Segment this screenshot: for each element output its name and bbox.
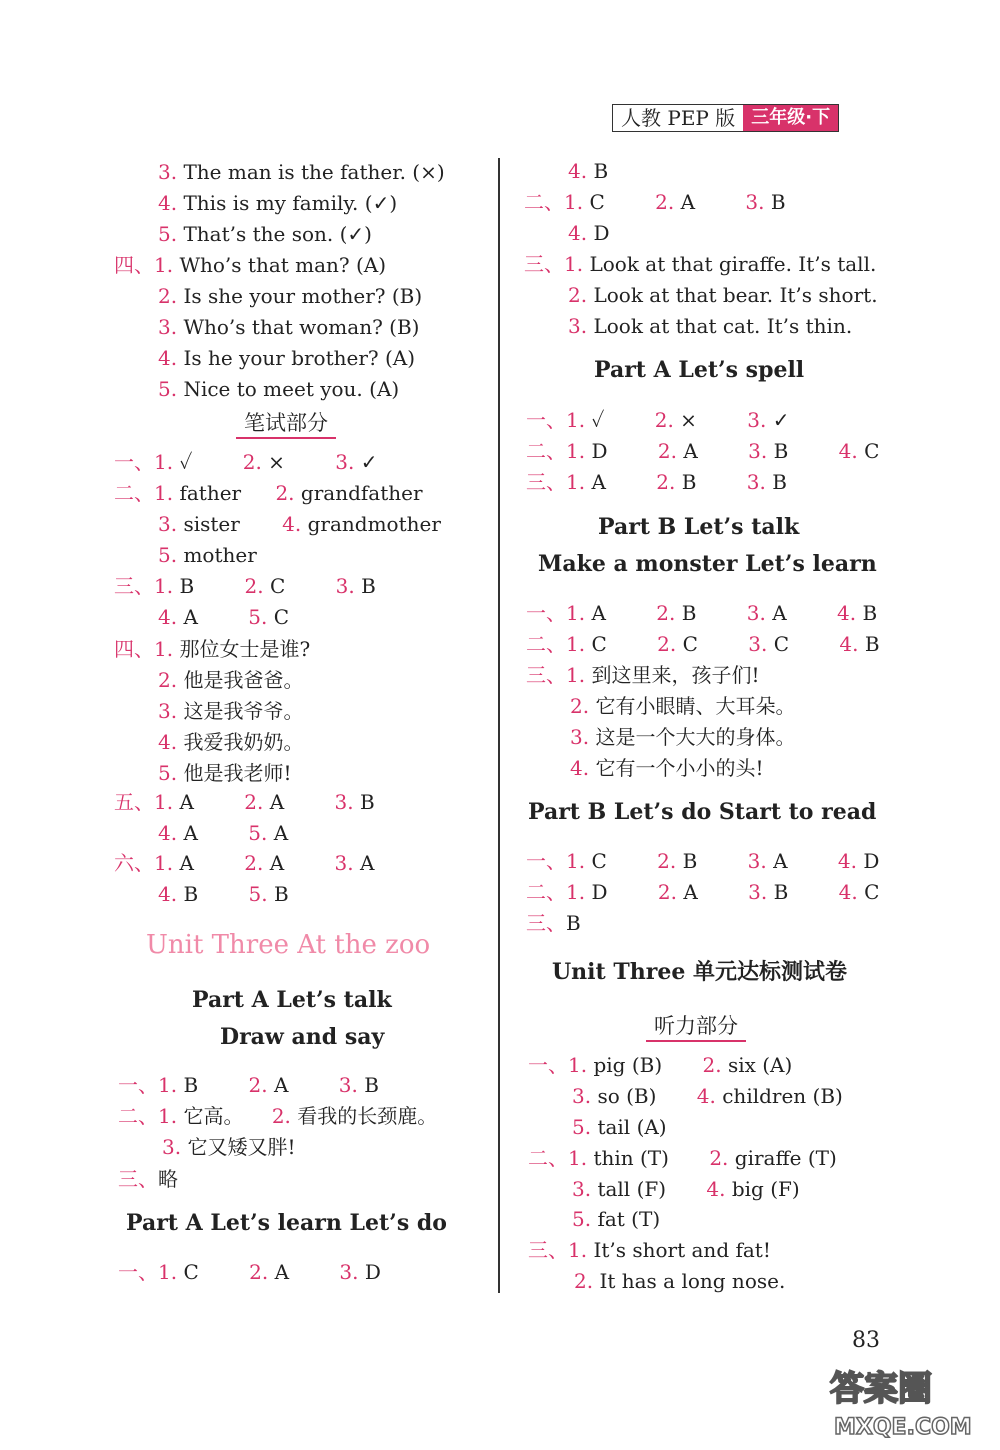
answer-line: 5. fat (T) xyxy=(572,1207,661,1231)
answer-line: 3. Look at that cat. It’s thin. xyxy=(568,314,853,338)
answer-line: 5. tail (A) xyxy=(572,1115,667,1139)
answer-line: 4. Is he your brother? (A) xyxy=(158,346,416,370)
watermark-url: MXQE.COM xyxy=(834,1415,972,1440)
answer-line: 四、1. 那位女士是谁? xyxy=(114,637,311,661)
edition-banner xyxy=(612,104,839,132)
answer-line: 2. Look at that bear. It’s short. xyxy=(568,283,878,307)
written-section-title: 笔试部分 xyxy=(236,407,336,439)
grade-label: 三年级·下 xyxy=(743,105,838,131)
answer-line: 四、1. Who’s that man? (A) xyxy=(114,253,387,277)
answer-line: 3. so (B) 4. children (B) xyxy=(572,1084,843,1108)
answer-line: 三、B xyxy=(526,911,581,935)
answer-line: 5. That’s the son. (✓) xyxy=(158,222,372,246)
unit-title: Unit Three At the zoo xyxy=(146,930,431,960)
watermark-text: 答案圈 xyxy=(830,1369,932,1409)
answer-line: 二、1. C 2. C 3. C 4. B xyxy=(526,632,880,656)
watermark-logo xyxy=(822,1362,992,1442)
answer-line: 3. tall (F) 4. big (F) xyxy=(572,1177,800,1201)
part-heading: Part A Let’s learn Let’s do xyxy=(126,1210,447,1236)
answer-line: 4. D xyxy=(568,221,610,245)
part-heading: Part B Let’s talk xyxy=(598,514,800,540)
answer-line: 2. It has a long nose. xyxy=(574,1269,786,1293)
answer-line: 三、1. It’s short and fat! xyxy=(528,1238,771,1262)
answer-line: 4. B xyxy=(568,159,609,183)
answer-line: 二、1. thin (T) 2. giraffe (T) xyxy=(528,1146,837,1170)
answer-line: 4. A 5. A xyxy=(158,821,289,845)
answer-line: 一、1. pig (B) 2. six (A) xyxy=(528,1053,793,1077)
answer-line: 3. sister 4. grandmother xyxy=(158,512,441,536)
answer-line: 一、1. ✓ 2. × 3. ✓ xyxy=(114,450,378,474)
answer-line: 4. A 5. C xyxy=(158,605,290,629)
answer-line: 5. 他是我老师! xyxy=(158,761,292,785)
answer-line: 5. mother xyxy=(158,543,257,567)
answer-line: 二、1. 它高。 2. 看我的长颈鹿。 xyxy=(118,1104,438,1128)
answer-line: 三、略 xyxy=(118,1167,178,1191)
answer-line: 4. B 5. B xyxy=(158,882,289,906)
answer-line: 3. 它又矮又胖! xyxy=(162,1135,296,1159)
answer-line: 3. The man is the father. (×) xyxy=(158,160,445,184)
answer-line: 5. Nice to meet you. (A) xyxy=(158,377,400,401)
page-number: 83 xyxy=(852,1328,880,1353)
answer-line: 一、1. C 2. B 3. A 4. D xyxy=(526,849,880,873)
part-heading: Part B Let’s do Start to read xyxy=(528,799,877,825)
answer-line: 三、1. 到这里来，孩子们! xyxy=(526,663,760,687)
part-heading: Make a monster Let’s learn xyxy=(538,551,877,577)
answer-line: 三、1. A 2. B 3. B xyxy=(526,470,787,494)
answer-line: 2. 他是我爸爸。 xyxy=(158,668,304,692)
test-heading: Unit Three 单元达标测试卷 xyxy=(552,959,847,985)
answer-line: 3. 这是一个大大的身体。 xyxy=(570,725,796,749)
answer-line: 一、1. A 2. B 3. A 4. B xyxy=(526,601,878,625)
answer-line: 一、1. C 2. A 3. D xyxy=(118,1260,381,1284)
answer-line: 一、1. B 2. A 3. B xyxy=(118,1073,379,1097)
answer-line: 4. 它有一个小小的头! xyxy=(570,756,764,780)
answer-line: 二、1. father 2. grandfather xyxy=(114,481,423,505)
edition-label: 人教 PEP 版 xyxy=(621,106,736,130)
answer-line: 2. Is she your mother? (B) xyxy=(158,284,423,308)
answer-line: 4. 我爱我奶奶。 xyxy=(158,730,304,754)
answer-line: 3. Who’s that woman? (B) xyxy=(158,315,420,339)
answer-line: 二、1. D 2. A 3. B 4. C xyxy=(526,439,880,463)
answer-line: 三、1. Look at that giraffe. It’s tall. xyxy=(524,252,877,276)
part-heading: Part A Let’s spell xyxy=(594,357,805,383)
answer-line: 4. This is my family. (✓) xyxy=(158,191,398,215)
answer-line: 二、1. D 2. A 3. B 4. C xyxy=(526,880,880,904)
listening-section-title: 听力部分 xyxy=(646,1010,746,1042)
answer-line: 五、1. A 2. A 3. B xyxy=(114,790,375,814)
answer-line: 一、1. ✓ 2. × 3. ✓ xyxy=(526,408,790,432)
answer-line: 二、1. C 2. A 3. B xyxy=(524,190,786,214)
part-heading: Draw and say xyxy=(220,1024,385,1050)
answer-line: 2. 它有小眼睛、大耳朵。 xyxy=(570,694,796,718)
answer-line: 3. 这是我爷爷。 xyxy=(158,699,304,723)
answer-line: 六、1. A 2. A 3. A xyxy=(114,851,375,875)
answer-line: 三、1. B 2. C 3. B xyxy=(114,574,376,598)
column-divider xyxy=(498,158,500,1293)
part-heading: Part A Let’s talk xyxy=(192,987,392,1013)
